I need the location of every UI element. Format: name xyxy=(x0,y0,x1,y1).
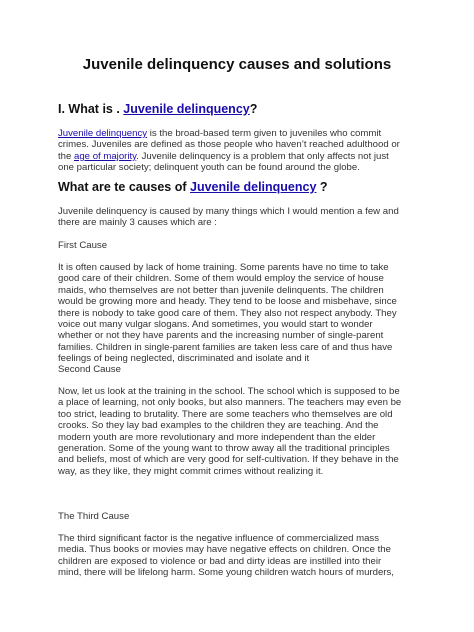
second-cause-label: Second Cause xyxy=(58,364,121,375)
section-heading-causes xyxy=(58,179,328,195)
paragraph-line xyxy=(58,151,418,162)
definition-paragraph xyxy=(58,128,418,174)
heading-suffix: ? xyxy=(249,102,258,116)
paragraph-line: maids, who themselves are not better than juvenile delinquents. The children xyxy=(58,284,384,296)
paragraph-line: Juvenile delinquency is caused by many things which I would mention a few and xyxy=(58,206,399,217)
paragraph-line: one particular society; delinquent youth can be found around the globe. xyxy=(58,162,360,174)
section-heading-what-is xyxy=(58,101,257,117)
paragraph-line: feelings of being neglected, discriminated and isolate and it xyxy=(58,353,310,365)
paragraph-line: way, as they like, they might commit crimes without realizing it. xyxy=(58,465,324,477)
paragraph-line: whether or not they have parents and the increasing number of single-parent xyxy=(58,330,384,342)
text-run: the xyxy=(58,150,75,162)
paragraph-line: and beliefs, most of which are very good for self-cultivation. If they behave in the xyxy=(58,454,399,466)
causes-intro-paragraph xyxy=(58,206,418,229)
paragraph-line: a place of learning, not only books, but also manners. The teachers may even be xyxy=(58,397,402,409)
paragraph-line: children are exposed to violence or bad and dirty ideas are instilled into their xyxy=(58,555,382,567)
juvenile-delinquency-link[interactable]: Juvenile delinquency xyxy=(58,128,148,139)
second-cause-paragraph xyxy=(58,386,418,477)
paragraph-line: there is nobody to take good care of them. They also not respect anybody. They xyxy=(58,307,397,319)
paragraph-line: there are mainly 3 causes which are : xyxy=(58,217,217,229)
juvenile-delinquency-link[interactable]: Juvenile delinquency xyxy=(123,102,250,116)
heading-suffix: ? xyxy=(316,180,328,194)
paragraph-line: It is often caused by lack of home training. Some parents have no time to take xyxy=(58,262,389,273)
paragraph-line: Now, let us look at the training in the school. The school which is supposed to be xyxy=(58,386,400,397)
paragraph-line: modern youth are more revolutionary and more independent than the elder xyxy=(58,431,376,443)
paragraph-line: good care of their children. Some of them would employ the service of house xyxy=(58,273,384,285)
paragraph-line: too strict, leading to brutality. There are some teachers who themselves are old xyxy=(58,408,393,420)
third-cause-paragraph xyxy=(58,533,418,579)
heading-prefix: What are te causes of xyxy=(58,180,190,194)
first-cause-label: First Cause xyxy=(58,240,108,251)
text-run: is the broad-based term given to juveniles who commit xyxy=(147,128,382,139)
paragraph-line xyxy=(58,128,418,139)
paragraph-line: crooks. So they lay bad examples to the children they are teaching. And the xyxy=(58,420,379,432)
paragraph-line: The third significant factor is the negative influence of commercialized mass xyxy=(58,533,380,544)
age-of-majority-link[interactable]: age of majority xyxy=(74,150,137,162)
paragraph-line: crimes. Juveniles are defined as those people who haven’t reached adulthood or xyxy=(58,139,400,151)
paragraph-line: would be growing more and heady. They tend to be loose and misbehave, since xyxy=(58,296,397,308)
text-run: . Juvenile delinquency is a problem that only affects not just xyxy=(136,150,389,162)
heading-prefix: I. What is . xyxy=(58,102,124,116)
juvenile-delinquency-link[interactable]: Juvenile delinquency xyxy=(190,180,317,194)
paragraph-line: families. Children in single-parent families are taken less care of and thus have xyxy=(58,341,393,353)
paragraph-line: voice out many vulgar slogans. And sometimes, you would start to wonder xyxy=(58,319,373,331)
paragraph-line: media. Thus books or movies may have negative effects on children. Once the xyxy=(58,544,391,556)
third-cause-label: The Third Cause xyxy=(58,511,130,522)
document-title: Juvenile delinquency causes and solutions xyxy=(82,56,392,73)
paragraph-line: mind, there will be lifelong harm. Some young children watch hours of murders, xyxy=(58,567,394,579)
paragraph-line: generation. Some of the young want to throw away all the traditional principles xyxy=(58,443,390,455)
first-cause-paragraph xyxy=(58,262,418,365)
